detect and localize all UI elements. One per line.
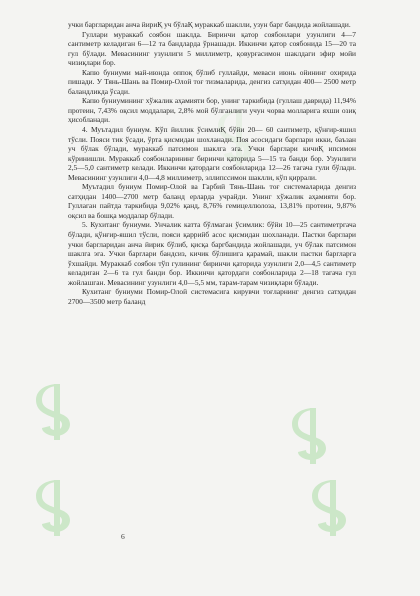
watermark-logo-icon bbox=[292, 408, 336, 464]
paragraph: Гуллари мураккаб соябон шаклда. Биринчи қатор соябонлари узунлиги 4—7 сантиметр келадиган 6—12 та бандларда ўрнашади. Иккинчи қатор соябонида 15—20 та гул бўлади. Мевасининг узунлиги 5 миллиметр, қовурғасимон шаклдаги эфир мойи чизиқлари бор. bbox=[68, 29, 356, 68]
paragraph: 5. Кухитанг буниуми. Унчалик катта бўлмаган ўсимлик: бўйи 10—25 сантиметргача бўлади, қўнғир-яшил тўсли, пояси қаррийб асос қисмидан шохланади. Пастки барглари учки баргларидан анча йирик бўлиб, қисқа баргбандида жойлашади, уч бўлак патсимон шаклга эга. Учки барглари бандсиз, кичик бўлишига қарамай, шакли пастки баргларга ўхшайди. Мураккаб соябон тўп гулининг биринчи қаторида узунлиги 2,0—4,5 сантиметр келадиган 2—6 та гул банди бор. Иккинчи қатордаги соябонларида 2—18 тагача гул жойлашган. Мевасининг узунлиги 4,0—5,5 мм, тарам-тарам чизиқлари бўлади. bbox=[68, 220, 356, 287]
paragraph: Муътадил буниум Помир-Олой ва Гарбий Тянь-Шань тоғ системаларида денгиз сатҳидан 1400—2700 метр баланд ерларда учрайди. Унинг хўжалик аҳамияти бор. Гуллаган пайтда таркибида 9,02% қанд, 8,76% гемицеллюлоза, 13,81% протеин, 9,87% оқсил ва бошқа моддалар бўлади. bbox=[68, 182, 356, 220]
watermark-logo-icon bbox=[36, 384, 80, 440]
watermark-logo-icon bbox=[312, 480, 356, 536]
paragraph: 4. Муътадил буниум. Кўп йиллик ўсимлиҚ бўйи 20— 60 сантиметр, қўнғир-яшил тўсли. Пояси тик ўсади, ўрта қисмидан шохланади. Поя асосидаги барглари икки, баъзан уч бўлак бўлади, мураккаб патсимон шаклга эга. Учки барглари кичиҚ ипсимон кўринишли. Мураккаб соябонларининг биринчи қаторида 5—15 та банди бор. Узунлиги 2,5—5,0 сантиметр келади. Иккинчи қатордаги соябонларида 12—26 тагача гули бўлади. Мевасининг узунлиги 4,0—4,8 миллиметр, эллипссимон шаклли, кўп қиррали. bbox=[68, 125, 356, 182]
paragraph: Капю буниуми май-июнда оппоқ бўлиб гуллайди, меваси июнь ойининг охирида пишади. У Тянь-Шань ва Помир-Олой тоғ тизмаларида, денгиз сатҳидан 400— 2500 метр баландликда ўсади. bbox=[68, 67, 356, 96]
body-text bbox=[68, 20, 356, 306]
paragraph: Кухитанг буниуми Помир-Олой системасига кирувчи тоғларнинг денгиз сатҳидан 2700—3500 метр баланд bbox=[68, 287, 356, 306]
paragraph: Капю буниумининг хўжалик аҳамияти бор, унинг таркибида (гуллаш даврида) 11,94% протеин, 7,43% оқсил моддалари, 2,8% мой бўлганлиги учун чорва молларига яхши озиқ ҳисобланади. bbox=[68, 96, 356, 125]
watermark-logo-icon bbox=[36, 480, 80, 536]
page-number: 6 bbox=[121, 532, 125, 541]
paragraph: учки баргларидан анча йириҚ уч бўлаҚ мураккаб шаклли, узун барг бандида жойлашади. bbox=[68, 20, 351, 29]
